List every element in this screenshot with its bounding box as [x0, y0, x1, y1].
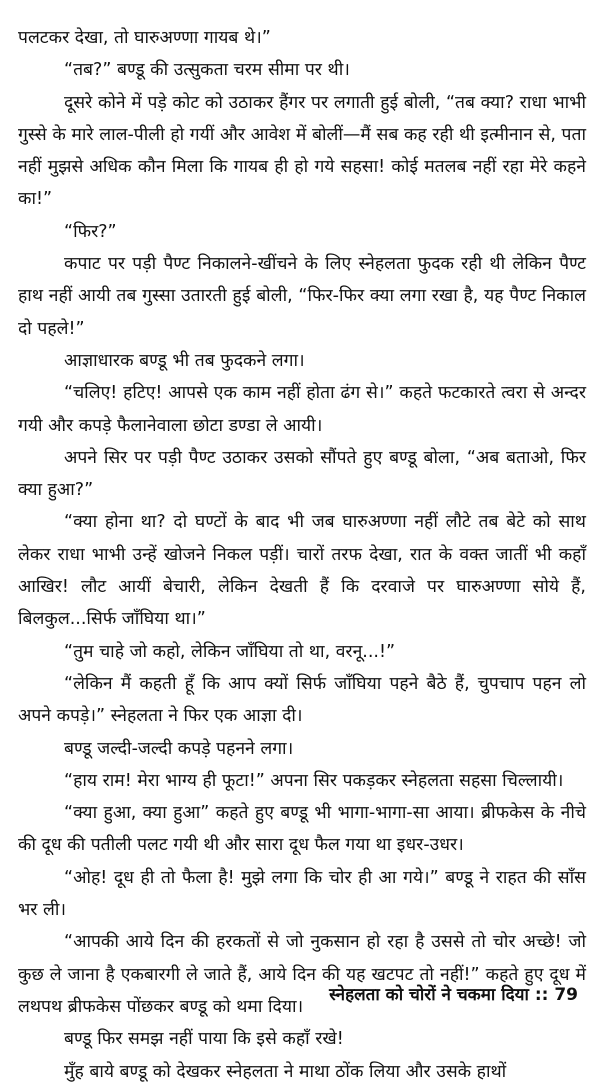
page-footer: स्नेहलता को चोरों ने चकमा दिया :: 79 — [329, 985, 578, 1005]
paragraph-16: “आपकी आये दिन की हरकतों से जो नुकसान हो रहा है उससे तो चोर अच्छे! जो कुछ ले जाना है एकबारगी ले जाते हैं, आये दिन की यह खटपट तो नहीं!” कहते हुए दूध में लथपथ ब्रीफकेस पोंछकर बण्डू को थमा दिया। — [18, 932, 586, 1017]
paragraph-3: दूसरे कोने में पड़े कोट को उठाकर हैंगर पर लगाती हुई बोली, “तब क्या? राधा भाभी गुस्से के मारे लाल-पीली हो गयीं और आवेश में बोलीं—मैं सब कह रही थी इत्मीनान से, पता नहीं मुझसे अधिक कौन मिला कि गायब ही हो गये सहसा! कोई मतलब नहीं रहा मेरे कहने का!” — [18, 92, 586, 210]
paragraph-12: बण्डू जल्दी-जल्दी कपड़े पहनने लगा। — [64, 738, 294, 759]
paragraph-5: कपाट पर पड़ी पैण्ट निकालने-खींचने के लिए स्नेहलता फुदक रही थी लेकिन पैण्ट हाथ नहीं आयी तब गुस्सा उतारती हुई बोली, “फिर-फिर क्या लगा रखा है, यह पैण्ट निकाल दो पहले!” — [18, 254, 586, 339]
paragraph-10: “तुम चाहे जो कहो, लेकिन जाँघिया तो था, वरनू...!” — [64, 641, 396, 662]
paragraph-9: “क्या होना था? दो घण्टों के बाद भी जब घारुअण्णा नहीं लौटे तब बेटे को साथ लेकर राधा भाभी उन्हें खोजने निकल पड़ीं। चारों तरफ देखा, रात के वक्त जातीं भी कहाँ आखिर! लौट आयीं बेचारी, लेकिन देखती हैं कि दरवाजे पर घारुअण्णा सोये हैं, बिलकुल...सिर्फ जाँघिया था।” — [18, 512, 586, 630]
paragraph-7: “चलिए! हटिए! आपसे एक काम नहीं होता ढंग से।” कहते फटकारते त्वरा से अन्दर गयी और कपड़े फैलानेवाला छोटा डण्डा ले आयी। — [18, 383, 586, 436]
body-text — [18, 22, 586, 1088]
paragraph-15: “ओह! दूध ही तो फैला है! मुझे लगा कि चोर ही आ गये।” बण्डू ने राहत की साँस भर ली। — [18, 867, 586, 921]
paragraph-17: बण्डू फिर समझ नहीं पाया कि इसे कहाँ रखे! — [64, 1029, 344, 1050]
paragraph-6: आज्ञाधारक बण्डू भी तब फुदकने लगा। — [64, 350, 305, 371]
paragraph-11: “लेकिन मैं कहती हूँ कि आप क्यों सिर्फ जाँघिया पहने बैठे हैं, चुपचाप पहन लो अपने कपड़े।” स्नेहलता ने फिर एक आज्ञा दी। — [18, 673, 586, 727]
paragraph-14: “क्या हुआ, क्या हुआ” कहते हुए बण्डू भी भागा-भागा-सा आया। ब्रीफकेस के नीचे की दूध की पतीली पलट गयी थी और सारा दूध फैल गया था इधर-उधर। — [18, 803, 586, 856]
paragraph-1: पलटकर देखा, तो घारुअण्णा गायब थे।” — [18, 28, 271, 48]
paragraph-18: मुँह बाये बण्डू को देखकर स्नेहलता ने माथा ठोंक लिया और उसके हाथों — [64, 1061, 507, 1082]
paragraph-13: “हाय राम! मेरा भाग्य ही फूटा!” अपना सिर पकड़कर स्नेहलता सहसा चिल्लायी। — [64, 770, 564, 791]
paragraph-2: “तब?” बण्डू की उत्सुकता चरम सीमा पर थी। — [64, 60, 350, 81]
paragraph-4: “फिर?” — [64, 221, 117, 242]
paragraph-8: अपने सिर पर पड़ी पैण्ट उठाकर उसको सौंपते हुए बण्डू बोला, “अब बताओ, फिर क्या हुआ?” — [18, 447, 586, 501]
